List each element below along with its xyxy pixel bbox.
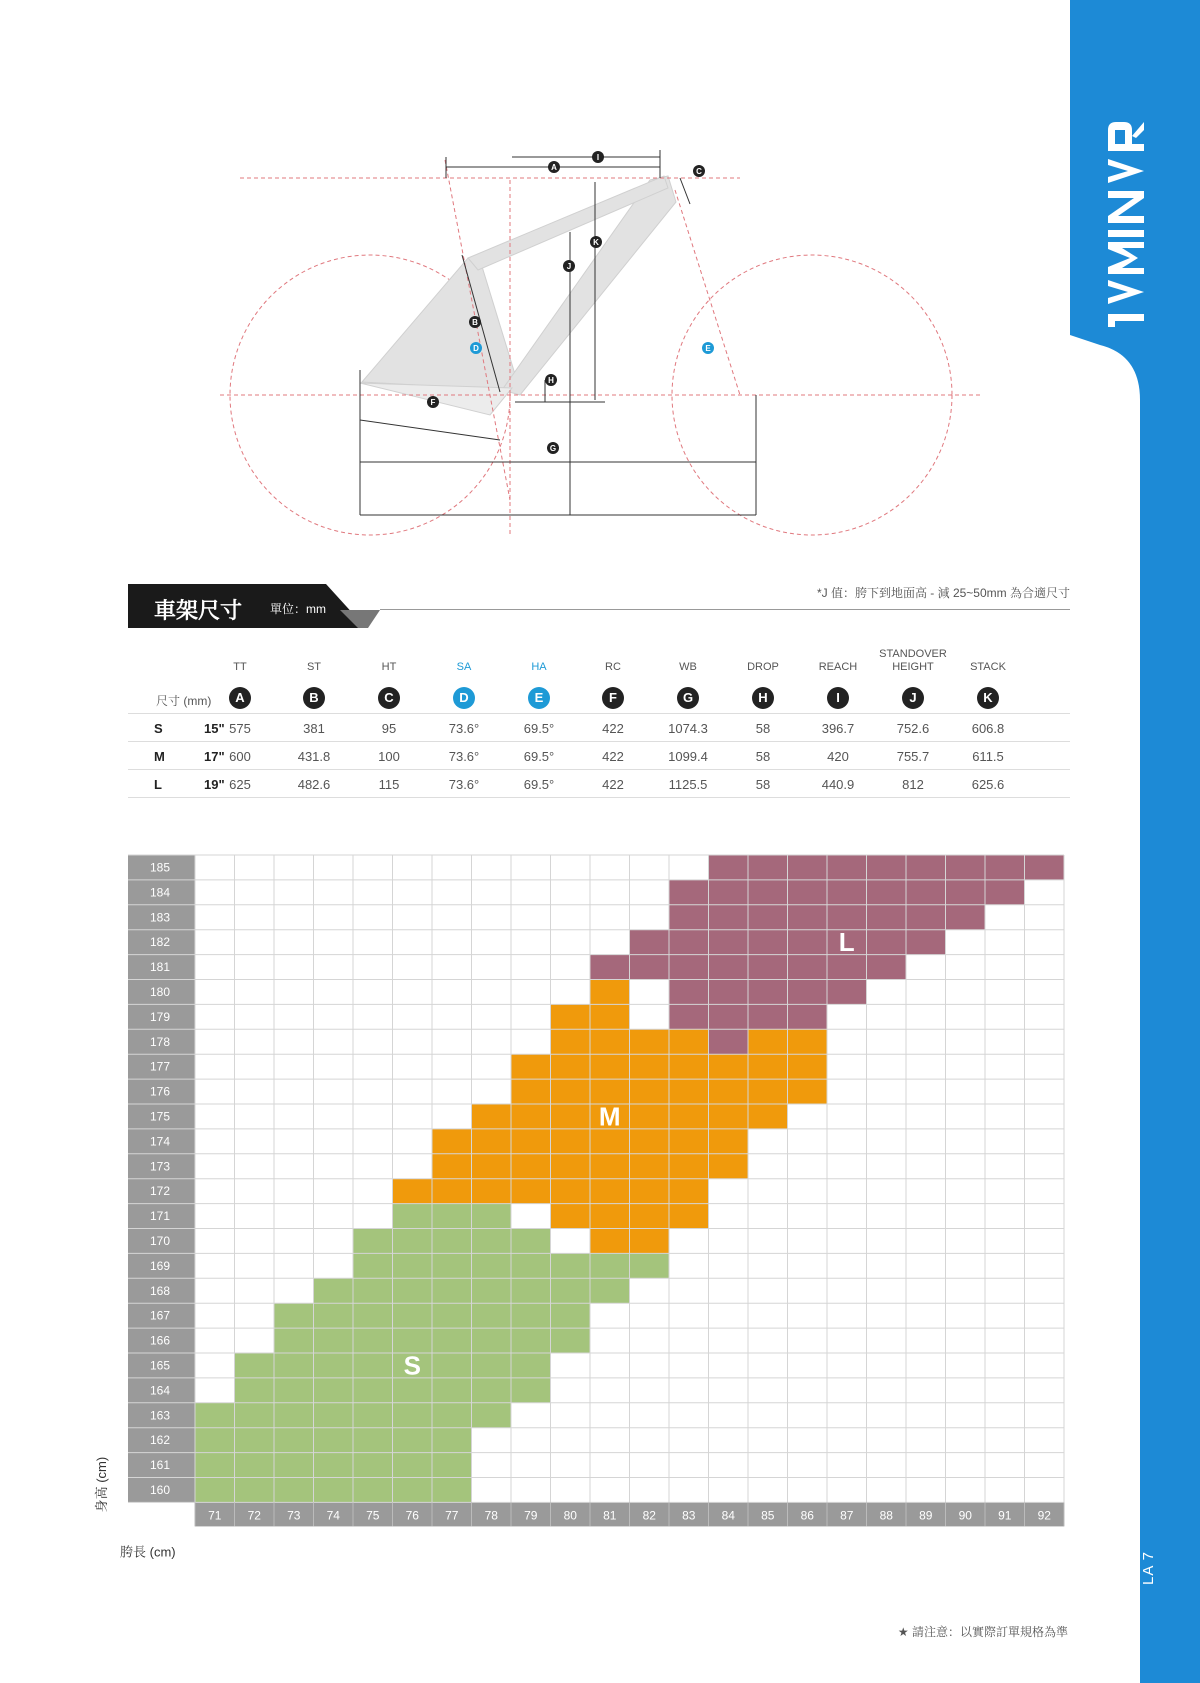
size-inch: 15" — [204, 721, 225, 736]
table-bottom-rule — [128, 797, 1070, 798]
x-tick-label: 77 — [445, 1508, 459, 1523]
section-title: 車架尺寸 — [154, 598, 243, 623]
svg-text:C: C — [696, 167, 702, 176]
size-region-l — [669, 880, 1025, 905]
x-tick-label: 91 — [998, 1508, 1012, 1523]
table-cell: 58 — [755, 749, 771, 764]
y-tick-label: 179 — [150, 1009, 171, 1024]
x-tick-label: 73 — [287, 1508, 301, 1523]
y-tick-label: 181 — [150, 960, 171, 975]
x-tick-label: 76 — [405, 1508, 419, 1523]
svg-text:F: F — [430, 398, 436, 407]
column-badge-j: J — [902, 687, 924, 709]
table-cell: 381 — [303, 721, 325, 736]
y-tick-label: 183 — [150, 910, 171, 925]
table-cell: 431.8 — [297, 749, 331, 764]
table-cell: 1099.4 — [668, 749, 708, 764]
table-cell: 422 — [602, 749, 624, 764]
x-tick-label: 81 — [603, 1508, 617, 1523]
size-name: S — [154, 721, 163, 736]
table-cell: 606.8 — [971, 721, 1005, 736]
x-tick-label: 82 — [642, 1508, 656, 1523]
table-cell: 115 — [378, 777, 400, 792]
x-tick-label: 74 — [326, 1508, 340, 1523]
x-tick-label: 79 — [524, 1508, 538, 1523]
x-tick-label: 85 — [761, 1508, 775, 1523]
size-region-s — [195, 1453, 472, 1478]
x-tick-label: 83 — [682, 1508, 696, 1523]
y-tick-label: 168 — [150, 1283, 171, 1298]
standover-note: *J 值：胯下到地面高 - 減 25~50mm 為合適尺寸 — [816, 586, 1070, 600]
y-tick-label: 177 — [150, 1059, 171, 1074]
table-cell: 1125.5 — [668, 777, 708, 792]
column-badge-c: C — [378, 687, 400, 709]
column-badge-i: I — [827, 687, 849, 709]
svg-text:B: B — [472, 318, 478, 327]
table-cell: 575 — [229, 721, 251, 736]
y-tick-label: 180 — [150, 984, 171, 999]
column-header-wb: WB — [679, 661, 697, 673]
column-badge-b: B — [303, 687, 325, 709]
table-row — [128, 741, 1070, 770]
table-cell: 58 — [755, 777, 771, 792]
x-tick-label: 80 — [563, 1508, 577, 1523]
y-tick-label: 172 — [150, 1184, 171, 1199]
table-cell: 625.6 — [971, 777, 1005, 792]
column-badge-k: K — [977, 687, 999, 709]
y-tick-label: 167 — [150, 1308, 171, 1323]
column-header-drop: DROP — [747, 661, 779, 673]
x-tick-label: 75 — [366, 1508, 380, 1523]
column-badge-g: G — [677, 687, 699, 709]
size-region-m — [551, 1029, 828, 1054]
unit-label: 單位：mm — [270, 602, 326, 616]
table-cell: 625 — [229, 777, 251, 792]
size-inch: 17" — [204, 749, 225, 764]
table-cell: 482.6 — [297, 777, 331, 792]
y-tick-label: 162 — [150, 1433, 171, 1448]
section-rule — [380, 609, 1070, 610]
y-tick-label: 185 — [150, 860, 171, 875]
y-tick-label: 163 — [150, 1408, 171, 1423]
size-region-s — [393, 1204, 512, 1229]
y-tick-label: 169 — [150, 1258, 171, 1273]
y-tick-label: 161 — [150, 1458, 171, 1473]
y-tick-label: 171 — [150, 1209, 171, 1224]
table-row — [128, 769, 1070, 798]
y-tick-label: 174 — [150, 1134, 171, 1149]
table-cell: 69.5° — [523, 721, 555, 736]
y-tick-label: 175 — [150, 1109, 171, 1124]
x-tick-label: 90 — [958, 1508, 972, 1523]
y-tick-label: 165 — [150, 1358, 171, 1373]
column-header-ht: HT — [381, 661, 397, 673]
column-badge-e: E — [528, 687, 550, 709]
x-tick-label: 78 — [484, 1508, 498, 1523]
table-cell: 100 — [378, 749, 400, 764]
table-cell: 73.6° — [448, 749, 480, 764]
table-cell: 752.6 — [896, 721, 930, 736]
column-header-st: ST — [306, 661, 322, 673]
region-label-l: L — [838, 927, 855, 958]
table-cell: 95 — [381, 721, 397, 736]
table-cell: 69.5° — [523, 749, 555, 764]
table-cell: 396.7 — [821, 721, 855, 736]
svg-text:J: J — [566, 262, 572, 271]
column-badge-d: D — [453, 687, 475, 709]
column-header-ha: HA — [531, 661, 547, 673]
table-row — [128, 713, 1070, 742]
page-number: LA 7 — [1140, 1550, 1157, 1585]
size-name: L — [154, 777, 162, 792]
x-tick-label: 86 — [800, 1508, 814, 1523]
size-region-l — [669, 980, 867, 1005]
size-region-l — [709, 855, 1065, 880]
column-header-sa: SA — [456, 661, 472, 673]
svg-text:H: H — [548, 376, 554, 385]
table-cell: 812 — [902, 777, 924, 792]
y-tick-label: 173 — [150, 1159, 171, 1174]
x-tick-label: 71 — [208, 1508, 222, 1523]
size-inch: 19" — [204, 777, 225, 792]
svg-text:K: K — [593, 238, 599, 247]
y-tick-label: 160 — [150, 1482, 171, 1497]
table-cell: 1074.3 — [668, 721, 708, 736]
size-region-s — [353, 1229, 551, 1254]
column-badge-h: H — [752, 687, 774, 709]
svg-text:D: D — [473, 344, 479, 353]
table-cell: 600 — [229, 749, 251, 764]
footnote: ★ 請注意：以實際訂單規格為準 — [897, 1625, 1068, 1639]
y-tick-label: 164 — [150, 1383, 171, 1398]
y-tick-label: 170 — [150, 1233, 171, 1248]
brand-logo — [1108, 108, 1144, 334]
table-cell: 440.9 — [821, 777, 855, 792]
table-cell: 420 — [827, 749, 849, 764]
svg-text:G: G — [549, 444, 557, 453]
svg-text:A: A — [551, 163, 557, 172]
y-tick-label: 176 — [150, 1084, 171, 1099]
column-badge-a: A — [229, 687, 251, 709]
x-tick-label: 72 — [247, 1508, 261, 1523]
column-header-reach: REACH — [818, 661, 858, 673]
table-cell: 422 — [602, 777, 624, 792]
table-cell: 73.6° — [448, 721, 480, 736]
x-tick-label: 92 — [1037, 1508, 1051, 1523]
y-tick-label: 166 — [150, 1333, 171, 1348]
table-cell: 611.5 — [972, 749, 1004, 764]
x-tick-label: 84 — [721, 1508, 735, 1523]
x-tick-label: 88 — [879, 1508, 893, 1523]
table-cell: 58 — [755, 721, 771, 736]
column-header-stack: STACK — [970, 661, 1006, 673]
svg-text:I: I — [596, 153, 600, 162]
bike-geometry-diagram — [220, 140, 980, 550]
x-axis-label: 胯長 (cm) — [120, 1544, 176, 1560]
column-header-standover: STANDOVER HEIGHT — [879, 648, 947, 673]
size-column-label: 尺寸 (mm) — [156, 694, 212, 708]
size-chart — [94, 855, 1062, 1560]
column-badge-f: F — [602, 687, 624, 709]
frame-silhouette — [360, 176, 676, 415]
y-tick-label: 182 — [150, 935, 171, 950]
size-region-m — [590, 980, 630, 1005]
y-tick-label: 178 — [150, 1034, 171, 1049]
y-axis-label: 身高 (cm) — [94, 1456, 109, 1513]
table-cell: 73.6° — [448, 777, 480, 792]
column-header-tt: TT — [233, 661, 247, 673]
table-cell: 755.7 — [896, 749, 930, 764]
size-region-s — [195, 1478, 472, 1503]
table-cell: 422 — [602, 721, 624, 736]
region-label-m: M — [598, 1101, 621, 1132]
table-cell: 69.5° — [523, 777, 555, 792]
x-tick-label: 89 — [919, 1508, 933, 1523]
size-region-l — [709, 1029, 749, 1054]
size-region-s — [195, 1428, 472, 1453]
size-name: M — [154, 749, 165, 764]
svg-text:E: E — [705, 344, 711, 353]
region-label-s: S — [403, 1350, 421, 1381]
column-header-rc: RC — [605, 661, 621, 673]
y-tick-label: 184 — [150, 885, 171, 900]
x-tick-label: 87 — [840, 1508, 854, 1523]
